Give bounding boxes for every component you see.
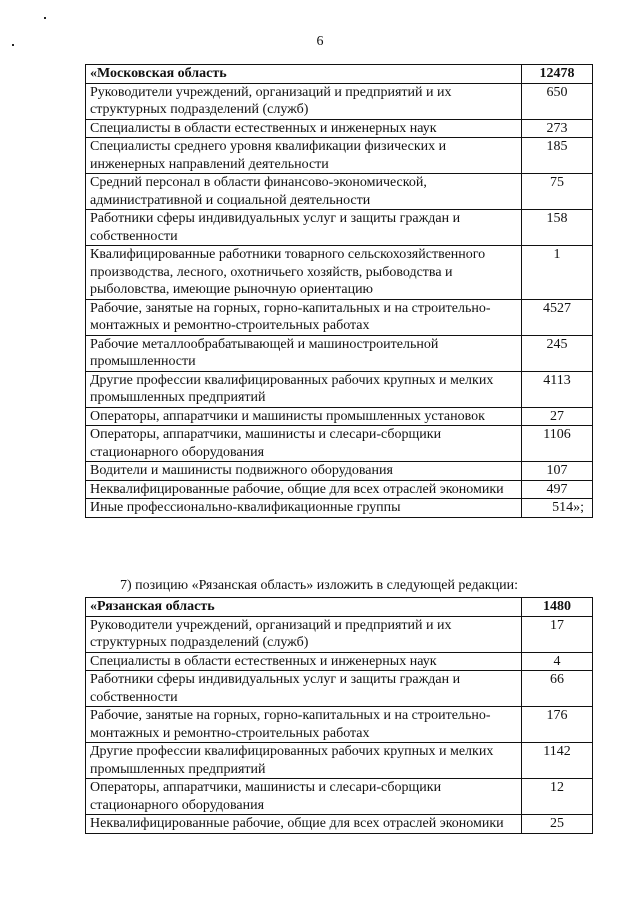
quota-value: 27 [522, 407, 593, 426]
profession-group: Работники сферы индивидуальных услуг и защиты граждан и собственности [86, 671, 522, 707]
profession-group: Операторы, аппаратчики и машинисты промышленных установок [86, 407, 522, 426]
profession-group: Средний персонал в области финансово-экономической, административной и социальной деятельности [86, 174, 522, 210]
quota-value: 4527 [522, 299, 593, 335]
profession-group: Руководители учреждений, организаций и предприятий и их структурных подразделений (служб) [86, 83, 522, 119]
profession-group: Специалисты в области естественных и инженерных наук [86, 652, 522, 671]
page-number: 6 [316, 34, 324, 49]
quota-value: 25 [522, 815, 593, 834]
table-row [86, 779, 593, 815]
table-row [86, 407, 593, 426]
quota-value: 158 [522, 210, 593, 246]
profession-group: Рабочие, занятые на горных, горно-капитальных и на строительно-монтажных и ремонтно-строительных работах [86, 299, 522, 335]
table-row [86, 815, 593, 834]
table-header-row [86, 598, 593, 617]
quota-value: 1 [522, 246, 593, 300]
region-name: «Московская область [86, 65, 522, 84]
table-row [86, 246, 593, 300]
table-row [86, 462, 593, 481]
profession-group: Квалифицированные работники товарного сельскохозяйственного производства, лесного, охотничьего хозяйств, рыбоводства и рыболовства, имеющие рыночную ориентацию [86, 246, 522, 300]
quota-value: 514»; [522, 499, 593, 518]
profession-group: Неквалифицированные рабочие, общие для всех отраслей экономики [86, 815, 522, 834]
profession-group: Другие профессии квалифицированных рабочих крупных и мелких промышленных предприятий [86, 371, 522, 407]
region-total: 12478 [522, 65, 593, 84]
quota-value: 273 [522, 119, 593, 138]
profession-group: Водители и машинисты подвижного оборудования [86, 462, 522, 481]
ryazan-region-table [85, 597, 593, 834]
table-row [86, 119, 593, 138]
quota-value: 17 [522, 616, 593, 652]
profession-group: Операторы, аппаратчики, машинисты и слесари-сборщики стационарного оборудования [86, 779, 522, 815]
quota-value: 75 [522, 174, 593, 210]
table-row [86, 174, 593, 210]
quota-value: 12 [522, 779, 593, 815]
quota-value: 107 [522, 462, 593, 481]
table-row [86, 335, 593, 371]
quota-value: 4113 [522, 371, 593, 407]
profession-group: Иные профессионально-квалификационные группы [86, 499, 522, 518]
table-row [86, 210, 593, 246]
table-row [86, 371, 593, 407]
quota-value: 66 [522, 671, 593, 707]
quota-value: 1142 [522, 743, 593, 779]
region-total: 1480 [522, 598, 593, 617]
profession-group: Операторы, аппаратчики, машинисты и слесари-сборщики стационарного оборудования [86, 426, 522, 462]
quota-value: 176 [522, 707, 593, 743]
profession-group: Другие профессии квалифицированных рабочих крупных и мелких промышленных предприятий [86, 743, 522, 779]
profession-group: Неквалифицированные рабочие, общие для всех отраслей экономики [86, 480, 522, 499]
profession-group: Рабочие металлообрабатывающей и машиностроительной промышленности [86, 335, 522, 371]
table-row [86, 480, 593, 499]
quota-value: 245 [522, 335, 593, 371]
table-row [86, 426, 593, 462]
profession-group: Рабочие, занятые на горных, горно-капитальных и на строительно-монтажных и ремонтно-строительных работах [86, 707, 522, 743]
table-row [86, 299, 593, 335]
profession-group: Специалисты среднего уровня квалификации физических и инженерных направлений деятельности [86, 138, 522, 174]
table-row [86, 707, 593, 743]
table-header-row [86, 65, 593, 84]
profession-group: Руководители учреждений, организаций и предприятий и их структурных подразделений (служб) [86, 616, 522, 652]
table-row [86, 83, 593, 119]
quota-value: 4 [522, 652, 593, 671]
quota-value: 650 [522, 83, 593, 119]
table-row [86, 138, 593, 174]
quota-value: 185 [522, 138, 593, 174]
profession-group: Специалисты в области естественных и инженерных наук [86, 119, 522, 138]
table-row [86, 671, 593, 707]
profession-group: Работники сферы индивидуальных услуг и защиты граждан и собственности [86, 210, 522, 246]
region-name: «Рязанская область [86, 598, 522, 617]
table-row [86, 652, 593, 671]
moscow-region-table [85, 64, 593, 518]
quota-value: 497 [522, 480, 593, 499]
amendment-instruction: 7) позицию «Рязанская область» изложить в следующей редакции: [120, 578, 518, 593]
quota-value: 1106 [522, 426, 593, 462]
table-row [86, 499, 593, 518]
table-row [86, 743, 593, 779]
table-row [86, 616, 593, 652]
scan-speck [44, 17, 46, 19]
